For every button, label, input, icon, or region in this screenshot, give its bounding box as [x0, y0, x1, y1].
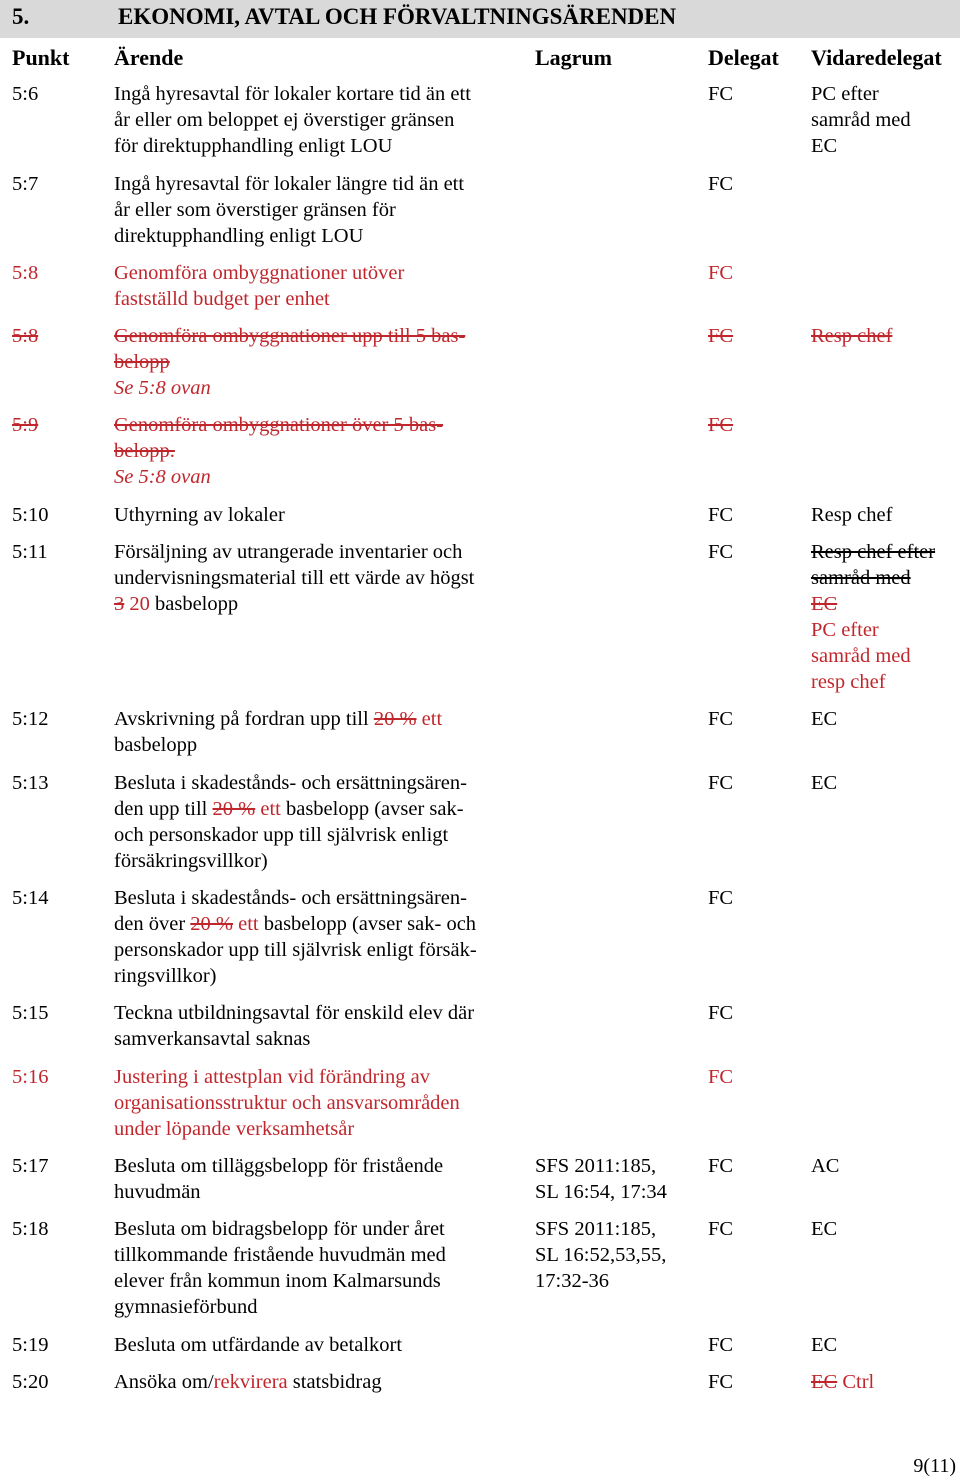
- row-delegat: FC: [708, 262, 734, 284]
- row-delegat: FC: [708, 1371, 734, 1393]
- inserted-text: Ctrl: [842, 1371, 875, 1393]
- arende-line: fastställd budget per enhet: [114, 288, 330, 310]
- row-vidaredelegat: [811, 81, 960, 159]
- arende-line: Besluta i skadestånds- och ersättningsären-: [114, 772, 467, 794]
- row-vidaredelegat: EC: [811, 708, 838, 730]
- row-delegat: FC: [708, 83, 734, 105]
- table-header: [0, 43, 960, 73]
- arende-tail: basbelopp (avser sak-: [285, 798, 464, 820]
- row-delegat: FC: [708, 1218, 734, 1240]
- header-vidaredelegat: Vidaredelegat: [811, 45, 942, 70]
- row-delegat: FC: [708, 414, 734, 436]
- row-vidaredelegat: EC: [811, 772, 838, 794]
- deleted-text: samråd med: [811, 567, 911, 589]
- inserted-text: ett: [238, 913, 259, 935]
- row-punkt: 5:18: [12, 1218, 49, 1240]
- arende-line: Besluta om bidragsbelopp för under året: [114, 1218, 445, 1240]
- arende-tail: basbelopp (avser sak- och: [263, 913, 477, 935]
- row-vidaredelegat: EC: [811, 1218, 838, 1240]
- row-delegat: FC: [708, 1002, 734, 1024]
- arende-line: organisationsstruktur och ansvarsområden: [114, 1092, 460, 1114]
- arende-line: tillkommande fristående huvudmän med: [114, 1244, 446, 1266]
- lagrum-line: SL 16:52,53,55,: [535, 1244, 667, 1266]
- arende-line: år eller som överstiger gränsen för: [114, 199, 396, 221]
- row-punkt: 5:19: [12, 1334, 49, 1356]
- lagrum-line: SFS 2011:185,: [535, 1218, 657, 1240]
- arende-line: Teckna utbildningsavtal för enskild elev där: [114, 1002, 475, 1024]
- row-delegat: FC: [708, 887, 734, 909]
- arende-line: undervisningsmaterial till ett värde av högst: [114, 567, 475, 589]
- row-arende: [114, 1000, 524, 1052]
- row-vidaredelegat: EC: [811, 1334, 838, 1356]
- row-delegat: FC: [708, 325, 734, 347]
- arende-line: Genomföra ombyggnationer utöver: [114, 262, 405, 284]
- inserted-text: rekvirera: [213, 1371, 288, 1393]
- deleted-text: 20 %: [212, 798, 256, 820]
- deleted-text: EC: [811, 593, 838, 615]
- row-punkt: 5:7: [12, 173, 39, 195]
- row-punkt: 5:9: [12, 414, 39, 436]
- row-delegat: FC: [708, 541, 734, 563]
- row-punkt: 5:10: [12, 504, 49, 526]
- lagrum-line: SL 16:54, 17:34: [535, 1181, 667, 1203]
- row-arende: Uthyrning av lokaler: [114, 504, 285, 526]
- arende-line: försäkringsvillkor): [114, 850, 268, 872]
- arende-head: Avskrivning på fordran upp till: [114, 708, 369, 730]
- row-delegat: FC: [708, 708, 734, 730]
- arende-line: belopp: [114, 351, 170, 373]
- section-title: EKONOMI, AVTAL OCH FÖRVALTNINGSÄRENDEN: [118, 4, 677, 29]
- inserted-text: resp chef: [811, 671, 886, 693]
- row-punkt: 5:6: [12, 83, 39, 105]
- header-punkt: Punkt: [12, 45, 70, 70]
- arende-line: Försäljning av utrangerade inventarier och: [114, 541, 463, 563]
- row-delegat: FC: [708, 772, 734, 794]
- arende-tail: basbelopp: [155, 593, 239, 615]
- header-lagrum: Lagrum: [535, 45, 612, 70]
- row-punkt: 5:11: [12, 541, 48, 563]
- arende-line: [114, 796, 524, 822]
- arende-line: under löpande verksamhetsår: [114, 1118, 355, 1140]
- row-delegat: FC: [708, 1066, 734, 1088]
- arende-note: Se 5:8 ovan: [114, 466, 211, 488]
- row-punkt: 5:8: [12, 325, 39, 347]
- arende-line: för direktupphandling enligt LOU: [114, 135, 393, 157]
- header-delegat: Delegat: [708, 45, 779, 70]
- arende-line: Ingå hyresavtal för lokaler kortare tid än ett: [114, 83, 471, 105]
- arende-line: Genomföra ombyggnationer upp till 5 bas-: [114, 325, 466, 347]
- arende-head: den över: [114, 913, 186, 935]
- row-arende: [114, 1064, 524, 1142]
- row-arende: [114, 1216, 524, 1320]
- row-punkt: 5:20: [12, 1371, 49, 1393]
- arende-line: Besluta om tilläggsbelopp för fristående: [114, 1155, 444, 1177]
- row-punkt: 5:8: [12, 262, 39, 284]
- arende-note: Se 5:8 ovan: [114, 377, 211, 399]
- arende-line: ringsvillkor): [114, 965, 217, 987]
- arende-line: Ingå hyresavtal för lokaler längre tid än ett: [114, 173, 465, 195]
- row-punkt: 5:13: [12, 772, 49, 794]
- inserted-text: PC efter: [811, 619, 879, 641]
- row-arende: [114, 770, 524, 874]
- arende-line: gymnasieförbund: [114, 1296, 258, 1318]
- deleted-text: 20 %: [190, 913, 233, 935]
- row-arende: [114, 323, 524, 401]
- arende-line: samverkansavtal saknas: [114, 1028, 311, 1050]
- row-arende: [114, 706, 524, 758]
- arende-line: personskador upp till självrisk enligt försäk-: [114, 939, 477, 961]
- deleted-text: 20 %: [373, 708, 417, 730]
- arende-line: direktupphandling enligt LOU: [114, 225, 364, 247]
- page-number: 9(11): [913, 1455, 956, 1477]
- row-punkt: 5:12: [12, 708, 49, 730]
- arende-line: Besluta i skadestånds- och ersättningsären-: [114, 887, 467, 909]
- row-delegat: FC: [708, 504, 734, 526]
- section-number: 5.: [12, 4, 30, 29]
- deleted-text: 3: [114, 593, 125, 615]
- arende-line: Genomföra ombyggnationer över 5 bas-: [114, 414, 444, 436]
- row-arende: [114, 885, 524, 989]
- row-lagrum: [535, 1216, 700, 1294]
- vidare-line: PC efter: [811, 83, 879, 105]
- row-arende: [114, 539, 524, 617]
- arende-line: belopp.: [114, 440, 175, 462]
- arende-head: Ansöka om/: [114, 1371, 214, 1393]
- arende-line: år eller om beloppet ej överstiger gränsen: [114, 109, 455, 131]
- row-arende: [114, 260, 524, 312]
- row-punkt: 5:15: [12, 1002, 49, 1024]
- arende-line: huvudmän: [114, 1181, 201, 1203]
- inserted-text: samråd med: [811, 645, 911, 667]
- row-arende: [114, 1153, 524, 1205]
- row-vidaredelegat: Resp chef: [811, 325, 893, 347]
- arende-line: och personskador upp till självrisk enligt: [114, 824, 449, 846]
- row-arende: Besluta om utfärdande av betalkort: [114, 1334, 403, 1356]
- row-delegat: FC: [708, 173, 734, 195]
- lagrum-line: 17:32-36: [535, 1270, 610, 1292]
- arende-head: den upp till: [114, 798, 208, 820]
- row-delegat: FC: [708, 1334, 734, 1356]
- row-vidaredelegat: Resp chef: [811, 504, 893, 526]
- deleted-text: EC: [811, 1371, 838, 1393]
- row-punkt: 5:16: [12, 1066, 49, 1088]
- arende-line: [114, 911, 524, 937]
- row-vidaredelegat: AC: [811, 1155, 840, 1177]
- row-punkt: 5:17: [12, 1155, 49, 1177]
- header-arende: Ärende: [114, 45, 184, 70]
- arende-line: [114, 591, 524, 617]
- arende-line: basbelopp: [114, 734, 198, 756]
- section-header: [0, 0, 960, 38]
- row-punkt: 5:14: [12, 887, 49, 909]
- arende-line: Justering i attestplan vid förändring av: [114, 1066, 430, 1088]
- vidare-line: samråd med: [811, 109, 911, 131]
- row-arende: [114, 412, 524, 490]
- row-arende: [114, 81, 524, 159]
- inserted-text: 20: [129, 593, 150, 615]
- lagrum-line: SFS 2011:185,: [535, 1155, 657, 1177]
- row-arende: [114, 1369, 524, 1395]
- deleted-text: Resp chef efter: [811, 541, 936, 563]
- arende-line: elever från kommun inom Kalmarsunds: [114, 1270, 441, 1292]
- row-arende: [114, 171, 524, 249]
- row-vidaredelegat: [811, 539, 960, 695]
- row-lagrum: [535, 1153, 700, 1205]
- row-vidaredelegat: [811, 1369, 960, 1395]
- inserted-text: ett: [260, 798, 281, 820]
- arende-line: [114, 706, 524, 732]
- inserted-text: ett: [421, 708, 443, 730]
- row-delegat: FC: [708, 1155, 734, 1177]
- arende-tail: statsbidrag: [292, 1371, 382, 1393]
- vidare-line: EC: [811, 135, 838, 157]
